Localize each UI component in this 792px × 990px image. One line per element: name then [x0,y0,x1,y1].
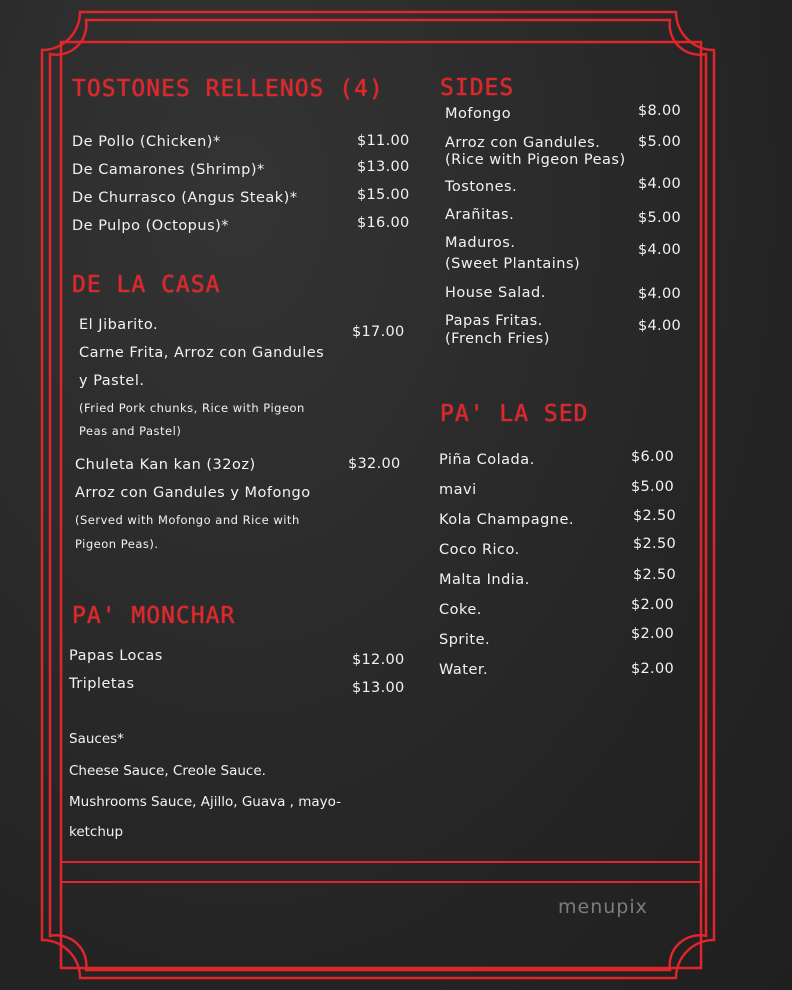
chuleta-price: $32.00 [348,456,401,472]
sides-item-subname: (French Fries) [445,331,550,347]
chuleta-note: Pigeon Peas). [75,537,159,551]
sed-item-price: $2.50 [633,567,677,583]
sed-item-name: Kola Champagne. [439,512,575,528]
tostones-heading: TOSTONES RELLENOS (4) [72,76,384,102]
casa-heading: DE LA CASA [72,272,221,298]
sed-item-price: $6.00 [631,449,675,465]
sauces-list: Mushrooms Sauce, Ajillo, Guava , mayo- [69,794,342,810]
sides-item-name: Arañitas. [445,207,515,223]
tostones-item-price: $16.00 [357,215,410,231]
sides-item-price: $5.00 [638,210,682,226]
sauces-list: ketchup [69,824,124,840]
jibarito-note: (Fried Pork chunks, Rice with Pigeon [79,401,305,415]
monchar-item-name: Papas Locas [69,648,163,664]
chuleta-note: (Served with Mofongo and Rice with [75,513,300,527]
sed-item-price: $2.50 [633,536,677,552]
sides-item-subname: (Sweet Plantains) [445,256,581,272]
tostones-item-price: $15.00 [357,187,410,203]
sed-item-name: Water. [439,662,489,678]
jibarito-price: $17.00 [352,324,405,340]
jibarito-note: Peas and Pastel) [79,424,182,438]
monchar-item-name: Tripletas [69,676,135,692]
sides-item-subname: (Rice with Pigeon Peas) [445,152,626,168]
tostones-item-name: De Churrasco (Angus Steak)* [72,190,298,206]
tostones-item-name: De Pollo (Chicken)* [72,134,221,150]
jibarito-desc: y Pastel. [79,373,145,389]
chuleta-name: Chuleta Kan kan (32oz) [75,457,256,473]
sides-item-name: Tostones. [445,179,518,195]
sed-item-name: Coke. [439,602,482,618]
sides-item-price: $4.00 [638,176,682,192]
sed-item-price: $2.00 [631,597,675,613]
sides-item-name: Arroz con Gandules. [445,135,601,151]
tostones-item-name: De Camarones (Shrimp)* [72,162,265,178]
sed-item-name: Coco Rico. [439,542,520,558]
monchar-item-price: $13.00 [352,680,405,696]
sides-item-name: House Salad. [445,285,546,301]
jibarito-desc: Carne Frita, Arroz con Gandules [79,345,325,361]
sides-heading: SIDES [440,75,515,101]
sed-item-price: $5.00 [631,479,675,495]
chuleta-desc: Arroz con Gandules y Mofongo [75,485,311,501]
monchar-heading: PA' MONCHAR [72,603,236,629]
sed-heading: PA' LA SED [440,401,589,427]
sed-item-name: Piña Colada. [439,452,535,468]
sed-item-name: mavi [439,482,477,498]
sauces-list: Cheese Sauce, Creole Sauce. [69,763,266,779]
jibarito-name: El Jibarito. [79,317,159,333]
sed-item-name: Sprite. [439,632,491,648]
tostones-item-name: De Pulpo (Octopus)* [72,218,230,234]
sides-item-price: $8.00 [638,103,682,119]
tostones-item-price: $13.00 [357,159,410,175]
sides-item-name: Papas Fritas. [445,313,543,329]
sides-item-price: $5.00 [638,134,682,150]
sed-item-price: $2.00 [631,626,675,642]
sides-item-price: $4.00 [638,242,682,258]
sauces-label: Sauces* [69,731,124,747]
sides-item-price: $4.00 [638,318,682,334]
tostones-item-price: $11.00 [357,133,410,149]
sides-item-price: $4.00 [638,286,682,302]
menupix-watermark: menupix [558,896,648,918]
sed-item-price: $2.00 [631,661,675,677]
sides-item-name: Maduros. [445,235,516,251]
sed-item-price: $2.50 [633,508,677,524]
sed-item-name: Malta India. [439,572,530,588]
monchar-item-price: $12.00 [352,652,405,668]
sides-item-name: Mofongo [445,106,512,122]
